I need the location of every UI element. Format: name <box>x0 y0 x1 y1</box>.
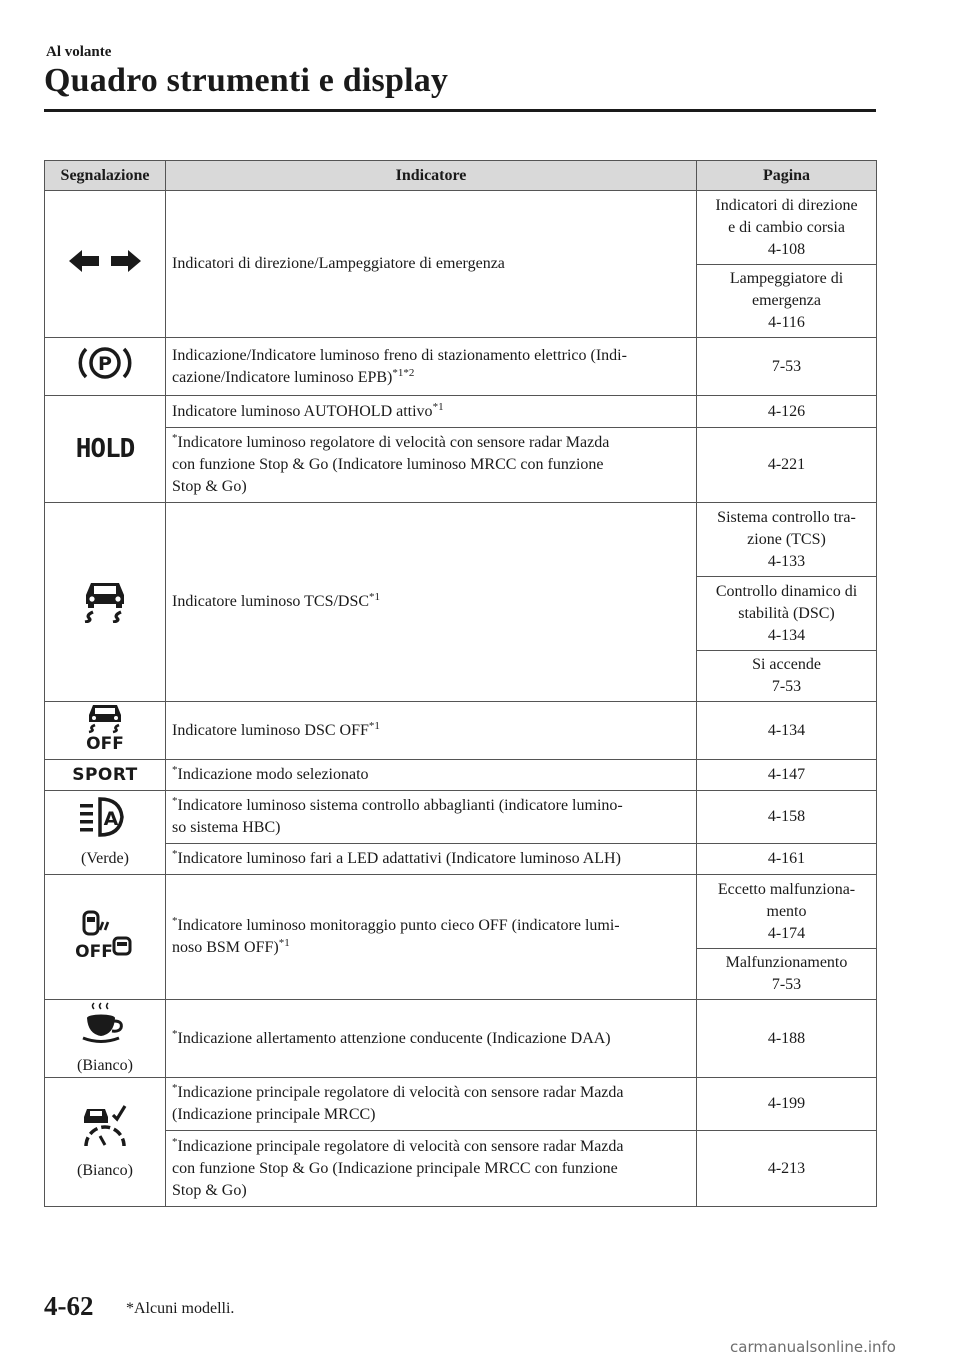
page-ref-cell: Si accende 7-53 <box>697 651 877 702</box>
page-title: Quadro strumenti e display <box>44 62 449 99</box>
signal-cell <box>45 191 166 338</box>
indicator-cell: Indicatore luminoso DSC OFF$^{*1}$ <box>166 702 697 760</box>
svg-text:OFF: OFF <box>76 941 113 960</box>
page-ref: 4-133 <box>767 552 806 570</box>
indicator-cell: Indicatori di direzione/Lampeggiatore di emergenza <box>166 191 697 338</box>
svg-text:P: P <box>98 353 112 375</box>
svg-text:A: A <box>103 808 119 830</box>
table-row <box>45 791 877 844</box>
indicator-cell: *Indicazione principale regolatore di velocità con sensore radar Mazda con funzione Stop & Go (Indicazione principale MRCC con funzione Stop & Go) <box>166 1131 697 1207</box>
page-ref: 4-126 <box>697 396 877 428</box>
indicator-cell: *Indicatore luminoso regolatore di velocità con sensore radar Mazda con funzione Stop & Go (Indicatore luminoso MRCC con funzione Stop & Go) <box>166 428 697 503</box>
signal-cell <box>45 338 166 396</box>
signal-cell <box>45 702 166 760</box>
signal-cell <box>45 503 166 702</box>
table-row <box>45 1131 877 1207</box>
signal-cell <box>45 760 166 791</box>
page-ref-cell: Controllo dinamico di stabilità (DSC) 4-134 <box>697 577 877 651</box>
indicator-table <box>44 160 877 1207</box>
parking-brake-p-icon <box>78 342 132 391</box>
page-ref: 4-158 <box>697 791 877 844</box>
column-header-indicator: Indicatore <box>166 161 697 191</box>
indicator-cell: *Indicatore luminoso monitoraggio punto cieco OFF (indicatore lumi- noso BSM OFF)$^{*1}$ <box>166 875 697 1000</box>
table-row <box>45 1078 877 1131</box>
indicator-cell: *Indicazione modo selezionato <box>166 760 697 791</box>
table-row <box>45 503 877 577</box>
page-ref-cell: Indicatori di direzione e di cambio corsia 4-108 <box>697 191 877 265</box>
page-ref: 4-213 <box>697 1131 877 1207</box>
indicator-cell: *Indicazione allertamento attenzione conducente (Indicazione DAA) <box>166 1000 697 1078</box>
icon-color-caption: (Bianco) <box>77 1057 133 1074</box>
high-beam-control-a-icon <box>78 795 132 844</box>
signal-cell <box>45 791 166 875</box>
page-ref: 4-161 <box>697 844 877 875</box>
page-number: 4-62 <box>44 1291 94 1321</box>
radar-cruise-control-icon <box>79 1103 131 1156</box>
section-label: Al volante <box>46 44 112 60</box>
page-ref: 7-53 <box>697 338 877 396</box>
table-row <box>45 1000 877 1078</box>
signal-cell <box>45 875 166 1000</box>
page-ref-cell: Eccetto malfunziona- mento 4-174 <box>697 875 877 949</box>
indicator-cell: *Indicazione principale regolatore di velocità con sensore radar Mazda (Indicazione principale MRCC) <box>166 1078 697 1131</box>
page-ref: 7-53 <box>771 976 802 993</box>
page-ref: 4-199 <box>697 1078 877 1131</box>
table-row <box>45 760 877 791</box>
tcs-dsc-skidding-car-icon <box>79 575 131 630</box>
indicator-cell: Indicatore luminoso TCS/DSC$^{*1}$ <box>166 503 697 702</box>
page-ref-cell: Sistema controllo tra- zione (TCS) 4-133 <box>697 503 877 577</box>
sport-mode-icon: SPORT <box>72 765 138 786</box>
page-ref: 4-188 <box>697 1000 877 1078</box>
turn-signal-arrows-icon <box>69 248 141 281</box>
indicator-cell: *Indicatore luminoso fari a LED adattativi (Indicatore luminoso ALH) <box>166 844 697 875</box>
table-row <box>45 875 877 949</box>
page-ref: 4-134 <box>767 626 806 644</box>
icon-color-caption: (Verde) <box>81 850 129 867</box>
watermark: carmanualsonline.info <box>730 1338 896 1356</box>
signal-cell <box>45 396 166 503</box>
hold-icon: HOLD <box>75 434 135 465</box>
table-row <box>45 191 877 265</box>
table-row <box>45 338 877 396</box>
page-ref: 4-147 <box>697 760 877 791</box>
page-ref: 4-174 <box>767 924 806 942</box>
svg-text:OFF: OFF <box>86 734 124 751</box>
page-ref: 4-221 <box>697 428 877 503</box>
table-row <box>45 844 877 875</box>
signal-cell <box>45 1000 166 1078</box>
column-header-page: Pagina <box>697 161 877 191</box>
table-row <box>45 428 877 503</box>
blind-spot-monitor-off-icon <box>76 908 134 967</box>
icon-color-caption: (Bianco) <box>77 1161 133 1179</box>
indicator-cell: Indicazione/Indicatore luminoso freno di stazionamento elettrico (Indi- cazione/Indicatore luminoso EPB)$^{*1*2}$ <box>166 338 697 396</box>
page-ref: 4-134 <box>697 702 877 760</box>
indicator-cell: Indicatore luminoso AUTOHOLD attivo$^{*1}$ <box>166 396 697 428</box>
page-ref: 4-116 <box>768 314 805 331</box>
indicator-cell: *Indicatore luminoso sistema controllo abbaglianti (indicatore lumino- so sistema HBC) <box>166 791 697 844</box>
page-ref-cell: Lampeggiatore di emergenza 4-116 <box>697 265 877 338</box>
table-header-row <box>45 161 877 191</box>
table-row <box>45 396 877 428</box>
table-row <box>45 702 877 760</box>
column-header-signal: Segnalazione <box>45 161 166 191</box>
page-ref: 4-108 <box>767 240 806 258</box>
dsc-off-icon <box>77 703 133 758</box>
coffee-cup-icon <box>81 1000 129 1051</box>
page-ref: 7-53 <box>771 678 802 695</box>
signal-cell <box>45 1078 166 1207</box>
page-ref-cell: Malfunzionamento 7-53 <box>697 949 877 1000</box>
title-rule <box>44 109 876 112</box>
footnote: *Alcuni modelli. <box>126 1300 235 1317</box>
